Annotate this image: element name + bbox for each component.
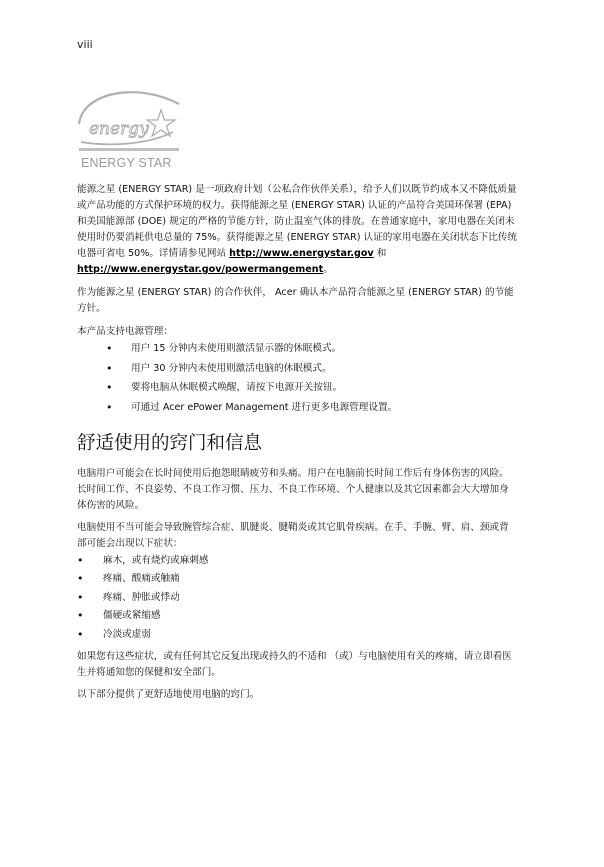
list-item: • 可通过 Acer ePower Management 进行更多电源管理设置。 [77, 400, 517, 416]
section-title: 舒适使用的窍门和信息 [77, 432, 263, 454]
energystar-link[interactable]: http://www.energystar.gov [229, 248, 374, 259]
page-number: viii [77, 38, 93, 51]
comfort-paragraph-4: 以下部分提供了更舒适地使用电脑的窍门。 [77, 688, 260, 700]
logo-caption: ENERGY STAR [81, 156, 172, 170]
energy-paragraph-3: 本产品支持电源管理： [77, 326, 173, 337]
energy-star-logo [75, 82, 187, 172]
powermanagement-link[interactable]: http://www.energystar.gov/powermangement [77, 264, 324, 275]
comfort-paragraph-3: 如果您有这些症状，或有任何其它反复出现或持久的不适和 （或）与电脑使用有关的疼痛，请立即看医生并将通知您的保健和安全部门。 [77, 650, 512, 678]
energy-paragraph-1-join: 和 [373, 248, 387, 259]
list-item: • 要将电脑从休眠模式唤醒，请按下电源开关按钮。 [77, 380, 517, 396]
comfort-paragraph-2: 电脑使用不当可能会导致腕管综合症、肌腱炎、腱鞘炎或其它肌骨疾病。在手、手腕、臂、肩、颈或背部可能会出现以下症状： [77, 521, 509, 549]
energy-paragraph-2: 作为能源之星 (ENERGY STAR) 的合作伙伴， Acer 确认本产品符合能源之星 (ENERGY STAR) 的节能方针。 [77, 287, 514, 314]
energy-paragraph-1-end: 。 [323, 264, 333, 275]
power-management-list [77, 341, 517, 416]
comfort-paragraph-1: 电脑用户可能会在长时间使用后抱怨眼睛疲劳和头痛。用户在电脑前长时间工作后有身体伤害的风险。长时间工作、不良姿势、不良工作习惯、压力、不良工作环境、个人健康以及其它因素都会大大增加身体伤害的风险。 [77, 467, 509, 511]
logo-script-text: energy [89, 119, 149, 139]
list-item: • 用户 15 分钟内未使用则激活显示器的休眠模式。 [77, 341, 517, 357]
list-item: • 冷淡或虚弱 [77, 627, 517, 643]
energy-paragraph-1-text: 能源之星 (ENERGY STAR) 是一项政府计划（公私合作伙伴关系），给予人们以既节约成本又不降低质量或产品功能的方式保护环境的权力。获得能源之星 (ENERGY STAR) 认证的产品符合美国环保署 (EPA) 和美国能源部 (DOE) 规定的严格的节能方针，防止温室气体的排放。在普通家庭中，家用电器在关闭未使用时仍要消耗供电总量的 75%。获得能源之星 (ENERGY STAR) 认证的家用电器在关闭状态下比传统电器可省电 50%。详情请参见网站 [77, 184, 518, 259]
energy-paragraph-1 [77, 182, 517, 278]
symptoms-list [77, 553, 517, 643]
page-content [77, 182, 517, 703]
list-item: • 麻木，或有烧灼或麻刺感 [77, 553, 517, 569]
list-item: • 疼痛、肿胀或悸动 [77, 590, 517, 606]
list-item: • 僵硬或紧缩感 [77, 608, 517, 624]
list-item: • 疼痛、酸痛或触痛 [77, 571, 517, 587]
list-item: • 用户 30 分钟内未使用则激活电脑的休眠模式。 [77, 361, 517, 377]
